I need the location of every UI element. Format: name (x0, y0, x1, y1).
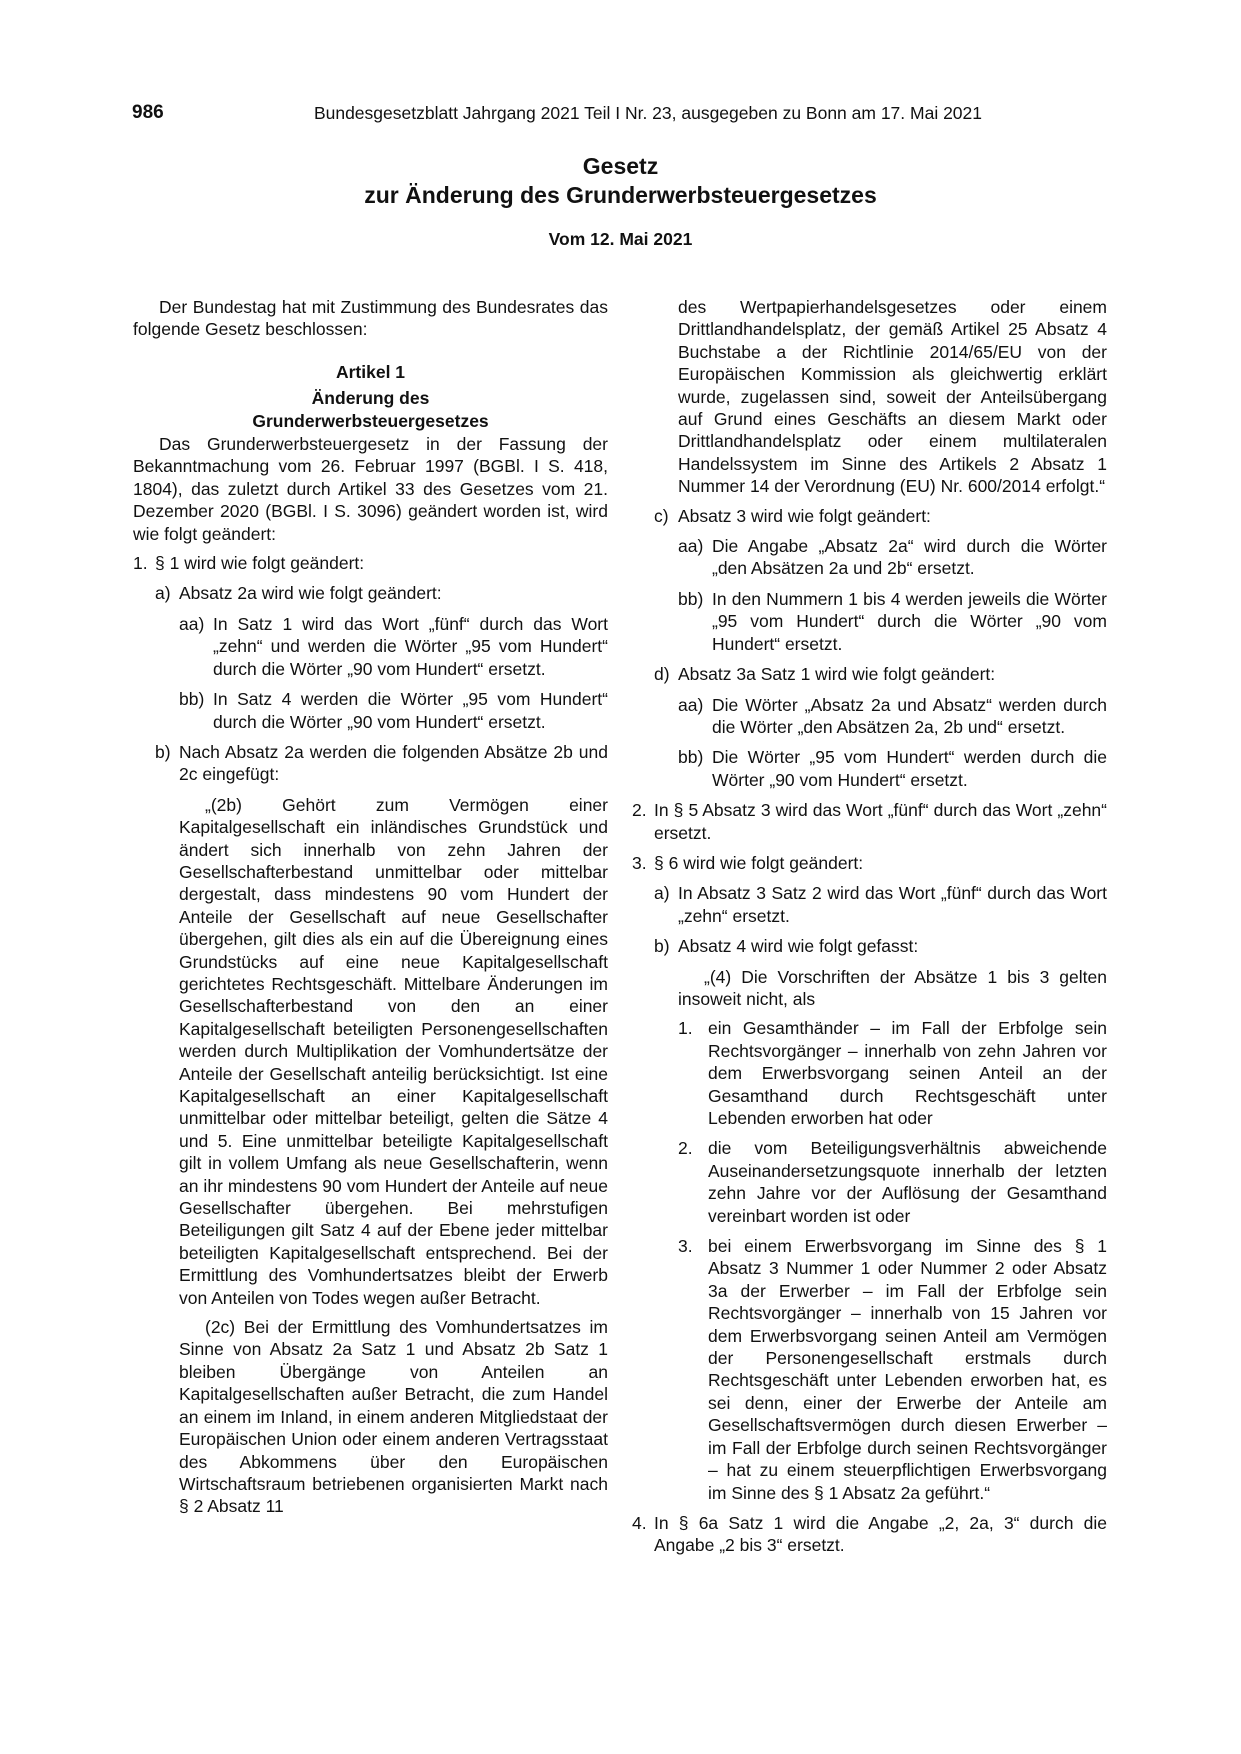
item-marker: d) (654, 664, 670, 685)
article-heading: Artikel 1 (335, 361, 406, 382)
item-marker: 4. (632, 1512, 647, 1533)
list-item (632, 935, 1107, 957)
left-column (133, 296, 608, 1525)
list-item (632, 746, 1107, 791)
item-text: In den Nummern 1 bis 4 werden jeweils die Wörter „95 vom Hundert“ durch die Wörter „90 vom Hundert“ ersetzt. (712, 588, 1107, 654)
law-date: Vom 12. Mai 2021 (548, 229, 693, 249)
gazette-header: Bundesgesetzblatt Jahrgang 2021 Teil I Nr. 23, ausgegeben zu Bonn am 17. Mai 2021 (313, 103, 982, 123)
list-item (632, 1512, 1107, 1557)
item-marker: b) (654, 936, 670, 957)
item-marker: aa) (179, 613, 205, 634)
item-text: In Satz 1 wird das Wort „fünf“ durch das Wort „zehn“ und werden die Wörter „95 vom Hundert“ durch die Wörter „90 vom Hundert“ ersetzt. (213, 613, 608, 679)
item-marker: 1. (678, 1018, 693, 1039)
item-text: In Satz 4 werden die Wörter „95 vom Hundert“ durch die Wörter „90 vom Hundert“ ersetzt. (213, 689, 608, 732)
article-title-line-1: Änderung des (311, 388, 430, 409)
item-marker: 2. (678, 1138, 693, 1159)
list-item (133, 613, 608, 680)
item-text: bei einem Erwerbsvorgang im Sinne des § 1 Absatz 3 Nummer 1 oder Nummer 2 oder Absatz 3a der Erwerber – im Fall der Erbfolge sein Rechtsvorgänger – innerhalb von 15 Jahren vor dem Erwerbsvorgang seinen Anteil am Vermögen der Personengesellschaft erstmals durch Rechtsgeschäft unter Lebenden erworben hat, es sei denn, einer der Erwerbe der Anteile am Gesellschaftsvermögen durch diesen Erwerber – im Fall der Erbfolge durch seinen Rechtsvorgänger – hat zu einem steuerpflichtigen Erwerbsvorgang im Sinne des § 1 Absatz 2a geführt.“ (708, 1236, 1107, 1503)
list-item (632, 588, 1107, 655)
list-item (632, 1235, 1107, 1504)
list-item (632, 505, 1107, 527)
item-text: Die Angabe „Absatz 2a“ wird durch die Wörter „den Absätzen 2a und 2b“ ersetzt. (712, 536, 1107, 579)
item-marker: 2. (632, 800, 647, 821)
list-item (632, 1017, 1107, 1129)
item-marker: bb) (678, 588, 704, 609)
item-text: § 1 wird wie folgt geändert: (155, 553, 365, 574)
right-column (632, 296, 1107, 1565)
list-item (632, 663, 1107, 685)
list-item (133, 552, 608, 574)
item-text: Die Wörter „Absatz 2a und Absatz“ werden durch die Wörter „den Absätzen 2a, 2b und“ ersetzt. (712, 694, 1107, 737)
item-text: Absatz 4 wird wie folgt gefasst: (678, 936, 919, 957)
list-item (632, 535, 1107, 580)
list-item (632, 852, 1107, 874)
item-marker: a) (654, 883, 670, 904)
item-text: Absatz 2a wird wie folgt geändert: (179, 583, 442, 604)
item-marker: a) (155, 583, 171, 604)
item-marker: aa) (678, 536, 704, 557)
page-number: 986 (132, 102, 164, 123)
item-marker: bb) (678, 747, 704, 768)
article-intro: Das Grunderwerbsteuergesetz in der Fassung der Bekanntmachung vom 26. Februar 1997 (BGBl. I S. 418, 1804), das zuletzt durch Artikel 33 des Gesetzes vom 21. Dezember 2020 (BGBl. I S. 3096) geändert worden ist, wird wie folgt geändert: (133, 434, 608, 544)
quoted-paragraph-4: „(4) Die Vorschriften der Absätze 1 bis 3 gelten insoweit nicht, als (678, 966, 1107, 1009)
item-text: Nach Absatz 2a werden die folgenden Absätze 2b und 2c eingefügt: (179, 741, 608, 785)
item-marker: aa) (678, 694, 704, 715)
list-item (632, 882, 1107, 927)
item-marker: 1. (133, 553, 148, 574)
page-header (132, 98, 982, 128)
item-text: § 6 wird wie folgt geändert: (654, 852, 864, 873)
article-title-line-2: Grunderwerbsteuergesetzes (252, 410, 489, 431)
list-item (632, 1137, 1107, 1227)
list-item (632, 694, 1107, 739)
item-text: Absatz 3 wird wie folgt geändert: (678, 505, 931, 526)
item-marker: b) (155, 741, 171, 762)
list-item (133, 688, 608, 733)
item-text: In § 5 Absatz 3 wird das Wort „fünf“ durch das Wort „zehn“ ersetzt. (654, 800, 1107, 843)
law-title (132, 152, 1109, 210)
item-marker: 3. (632, 852, 647, 873)
list-item (133, 582, 608, 604)
title-line-1: Gesetz (582, 153, 659, 179)
list-item (133, 741, 608, 786)
item-text: In Absatz 3 Satz 2 wird das Wort „fünf“ durch das Wort „zehn“ ersetzt. (678, 883, 1107, 926)
item-text: In § 6a Satz 1 wird die Angabe „2, 2a, 3“ durch die Angabe „2 bis 3“ ersetzt. (654, 1512, 1107, 1556)
quoted-paragraph-2b: „(2b) Gehört zum Vermögen einer Kapitalgesellschaft ein inländisches Grundstück und ändert sich innerhalb von zehn Jahren der Gesellschafterbestand unmittelbar oder mittelbar dergestalt, dass mindestens 90 vom Hundert der Anteile der Gesellschaft auf neue Gesellschafter übergehen, gilt dies als ein auf die Übereignung eines Grundstücks auf eine neue Kapitalgesellschaft gerichtetes Rechtsgeschäft. Mittelbare Änderungen im Gesellschafterbestand von den an einer Kapitalgesellschaft beteiligten Personengesellschaften werden durch Multiplikation der Vomhundertsätze der Anteile der Gesellschaft anteilig berücksichtigt. Ist eine Kapitalgesellschaft an einer Kapitalgesellschaft unmittelbar oder mittelbar beteiligt, gelten die Sätze 4 und 5. Eine unmittelbar beteiligte Kapitalgesellschaft gilt in vollem Umfang als neue Gesellschafterin, wenn an ihr mindestens 90 vom Hundert der Anteile auf neue Gesellschafter übergehen. Bei mehrstufigen Beteiligungen gilt Satz 4 auf der Ebene jeder mittelbar beteiligten Kapitalgesellschaft entsprechend. Bei der Ermittlung des Vomhundertsatzes bleibt der Erwerb von Anteilen von Todes wegen außer Betracht. (179, 794, 608, 1308)
item-marker: bb) (179, 689, 205, 710)
preamble: Der Bundestag hat mit Zustimmung des Bundesrates das folgende Gesetz beschlossen: (133, 297, 608, 340)
item-text: die vom Beteiligungsverhältnis abweichende Auseinandersetzungsquote innerhalb der letzten zehn Jahre vor der Auflösung der Gesamthand vereinbart worden ist oder (708, 1138, 1107, 1226)
item-text: Absatz 3a Satz 1 wird wie folgt geändert: (678, 664, 996, 685)
quoted-paragraph-2c: (2c) Bei der Ermittlung des Vomhundertsatzes im Sinne von Absatz 2a Satz 1 und Absatz 2b Satz 1 bleiben Übergänge von Anteilen an Kapitalgesellschaften außer Betracht, die zum Handel an einem im Inland, in einem anderen Mitgliedstaat der Europäischen Union oder einem anderen Vertragsstaat des Abkommens über den Europäischen Wirtschaftsraum betriebenen organisierten Markt nach § 2 Absatz 11 (179, 1317, 608, 1517)
continued-paragraph-2c: des Wertpapierhandelsgesetzes oder einem Drittlandhandelsplatz, der gemäß Artikel 25 Absatz 4 Buchstabe a der Richtlinie 2014/65/EU von der Europäischen Kommission als gleichwertig erklärt wurde, zugelassen sind, soweit der Anteilsübergang auf Grund eines Geschäfts an diesem Markt oder Drittlandhandelsplatz oder einem multilateralen Handelssystem im Sinne des Artikels 2 Absatz 1 Nummer 14 der Verordnung (EU) Nr. 600/2014 erfolgt.“ (678, 297, 1107, 497)
item-text: Die Wörter „95 vom Hundert“ werden durch die Wörter „90 vom Hundert“ ersetzt. (712, 747, 1107, 790)
item-marker: 3. (678, 1236, 693, 1257)
item-marker: c) (654, 505, 669, 526)
title-line-2: zur Änderung des Grunderwerbsteuergesetzes (364, 182, 877, 208)
list-item (632, 799, 1107, 844)
item-text: ein Gesamthänder – im Fall der Erbfolge sein Rechtsvorgänger – innerhalb von zehn Jahren vor dem Erwerbsvorgang seinen Anteil an der Gesamthand durch Rechtsgeschäft unter Lebenden erworben hat oder (708, 1018, 1107, 1128)
